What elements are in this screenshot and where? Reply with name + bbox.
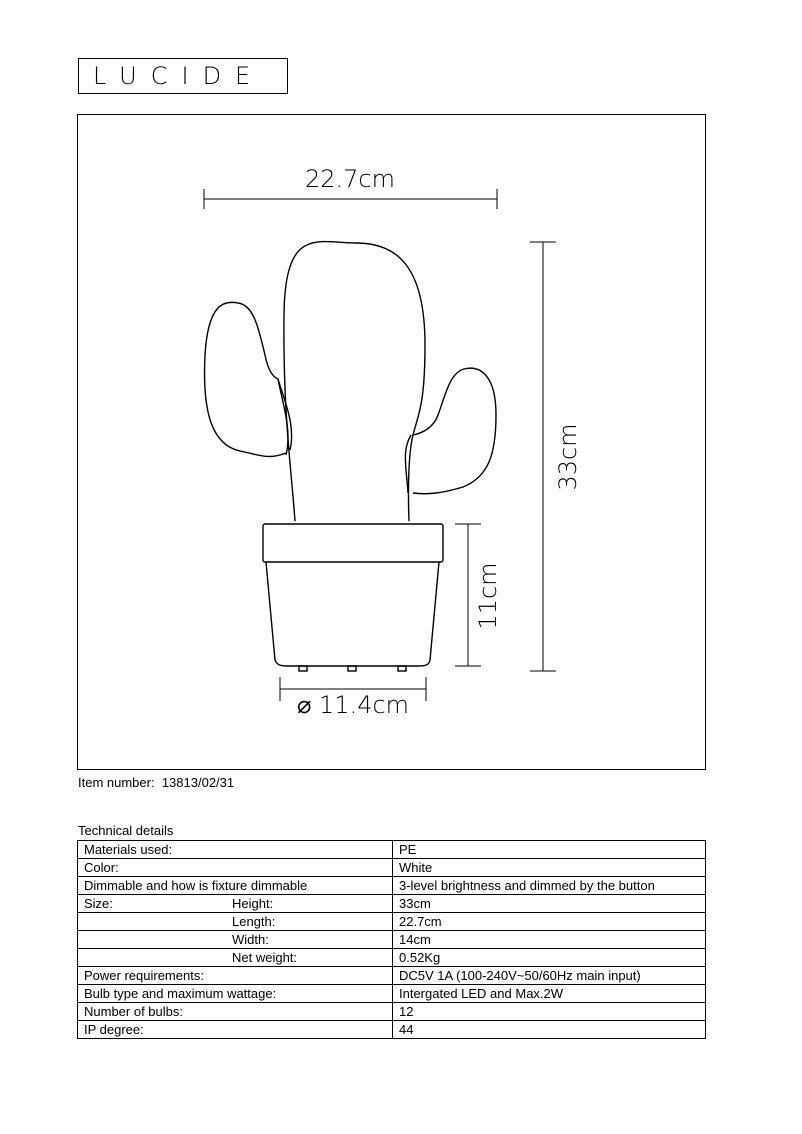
row-label: Power requirements: bbox=[78, 967, 393, 985]
row-value: DC5V 1A (100-240V~50/60Hz main input) bbox=[393, 967, 706, 985]
row-value: Intergated LED and Max.2W bbox=[393, 985, 706, 1003]
height-label: 33cm bbox=[554, 423, 582, 491]
table-row bbox=[78, 913, 706, 931]
technical-details-title: Technical details bbox=[78, 823, 174, 838]
row-sublabel: Height: bbox=[232, 896, 274, 911]
table-row bbox=[78, 895, 706, 913]
item-number-label: Item number: bbox=[78, 775, 155, 790]
table-row bbox=[78, 949, 706, 967]
row-value: 3-level brightness and dimmed by the button bbox=[393, 877, 706, 895]
row-value: White bbox=[393, 859, 706, 877]
table-row bbox=[78, 985, 706, 1003]
row-sublabel: Width: bbox=[232, 932, 269, 947]
row-value: 12 bbox=[393, 1003, 706, 1021]
item-number bbox=[78, 775, 234, 790]
pot-height-label: 11cm bbox=[474, 562, 502, 630]
cactus-lamp-drawing bbox=[78, 115, 707, 771]
row-label: Bulb type and maximum wattage: bbox=[78, 985, 393, 1003]
table-row bbox=[78, 841, 706, 859]
table-row bbox=[78, 1021, 706, 1039]
row-sublabel: Length: bbox=[232, 914, 276, 929]
table-row bbox=[78, 931, 706, 949]
width-label: 22.7cm bbox=[304, 165, 396, 193]
pot-outline bbox=[263, 524, 443, 671]
row-label: Materials used: bbox=[78, 841, 393, 859]
row-value: 0.52Kg bbox=[393, 949, 706, 967]
row-label: Dimmable and how is fixture dimmable bbox=[78, 877, 393, 895]
row-label: IP degree: bbox=[78, 1021, 393, 1039]
height-dimension bbox=[530, 242, 556, 671]
row-label: Number of bulbs: bbox=[78, 1003, 393, 1021]
product-drawing-frame bbox=[77, 114, 706, 770]
row-sublabel: Net weight: bbox=[232, 950, 298, 965]
cactus-outline bbox=[205, 242, 496, 521]
table-row bbox=[78, 967, 706, 985]
table-row bbox=[78, 1003, 706, 1021]
row-value: 33cm bbox=[393, 895, 706, 913]
lucide-logo: LUCIDE bbox=[78, 58, 288, 94]
row-label: Color: bbox=[78, 859, 393, 877]
diameter-label: ⌀ 11.4cm bbox=[296, 691, 410, 719]
row-value: PE bbox=[393, 841, 706, 859]
item-number-value: 13813/02/31 bbox=[161, 775, 235, 790]
technical-details-table bbox=[77, 840, 706, 1039]
row-label: Size: bbox=[84, 896, 113, 911]
row-value: 44 bbox=[393, 1021, 706, 1039]
row-value: 22.7cm bbox=[393, 913, 706, 931]
table-row bbox=[78, 877, 706, 895]
table-row bbox=[78, 859, 706, 877]
row-value: 14cm bbox=[393, 931, 706, 949]
